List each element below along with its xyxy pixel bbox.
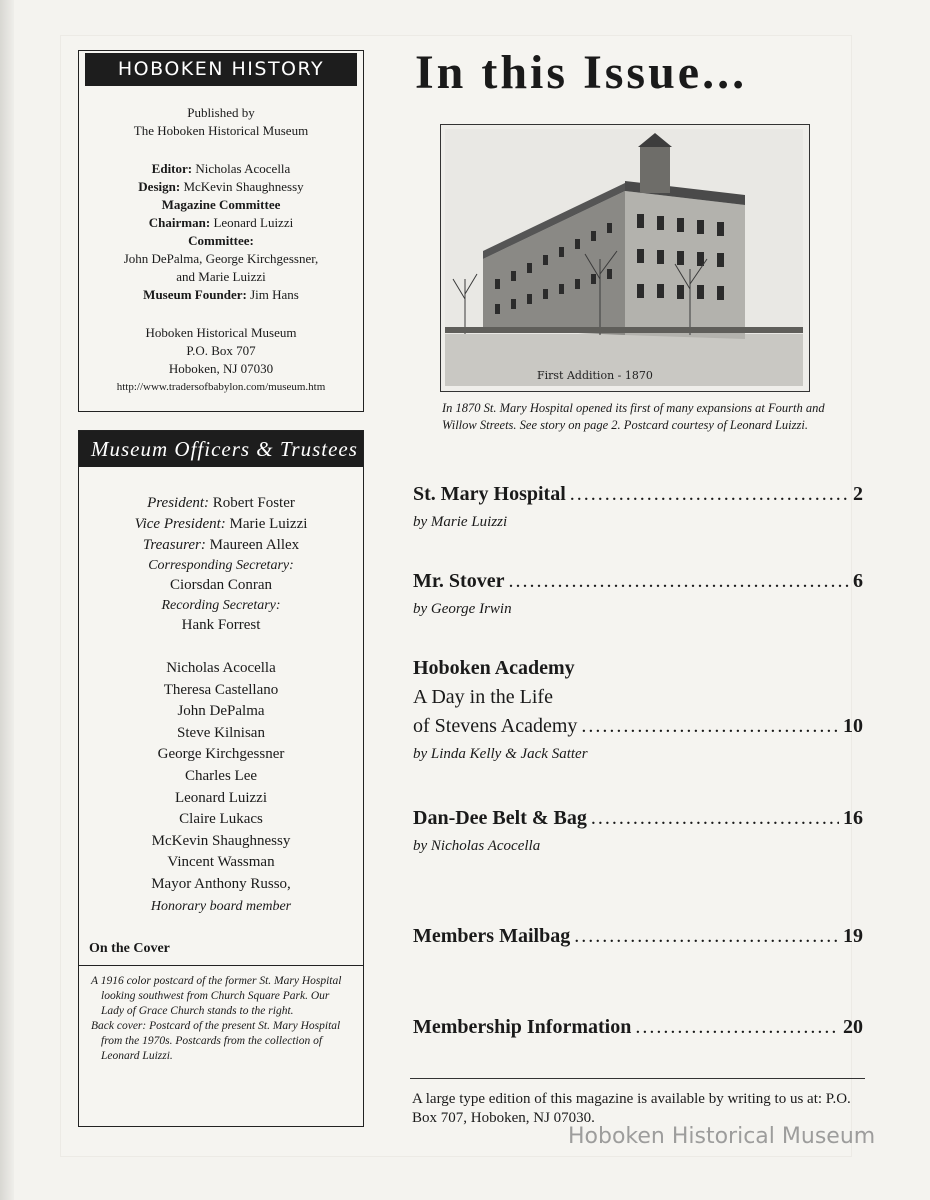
- toc-page: 19: [843, 925, 863, 947]
- trustee-name: Mayor Anthony Russo,: [151, 875, 291, 892]
- toc-title: St. Mary Hospital: [413, 483, 566, 505]
- toc-leader: [591, 807, 839, 830]
- toc-subtitle: A Day in the Life: [413, 686, 553, 708]
- honorary-note: Honorary board member: [150, 898, 292, 914]
- corresponding-secretary-name: Ciorsdan Conran: [169, 577, 273, 593]
- founder-line: Museum Founder: Jim Hans: [143, 287, 299, 302]
- trustee-name: Claire Lukacs: [179, 811, 263, 828]
- museum-watermark: Hoboken Historical Museum: [568, 1124, 876, 1149]
- vice-president-line: Vice President: Marie Luizzi: [134, 516, 308, 532]
- issue-title: In this Issue...: [415, 46, 748, 99]
- footer-divider: [410, 1078, 865, 1079]
- trustee-name: Theresa Castellano: [163, 681, 279, 698]
- trustee-name: Steve Kilnisan: [177, 724, 265, 741]
- toc-title: Dan-Dee Belt & Bag: [413, 807, 587, 829]
- trustee-name: McKevin Shaughnessy: [151, 832, 291, 849]
- cover-heading: On the Cover: [89, 941, 170, 957]
- photo-inscription: First Addition - 1870: [537, 369, 653, 382]
- editor-line: Editor: Nicholas Acocella: [151, 161, 291, 176]
- toc-title: Membership Information: [413, 1016, 632, 1038]
- hospital-photo: [445, 129, 803, 386]
- toc-entry-dan-dee: [413, 807, 863, 855]
- cover-text-1: A 1916 color postcard of the former St. Mary Hospital looking southwest from Church Square Park. Our Lady of Grace Church stands to the right.: [91, 975, 342, 1018]
- trustee-name: John DePalma: [177, 703, 265, 720]
- trustee-name: Vincent Wassman: [167, 854, 275, 871]
- toc-page: 2: [853, 483, 863, 505]
- toc-title: Hoboken Academy: [413, 657, 575, 679]
- website-url: http://www.tradersofbabylon.com/museum.htm: [116, 381, 326, 393]
- toc-leader: [635, 1016, 839, 1039]
- page-spine-shadow: [0, 0, 14, 1200]
- toc-entry-hoboken-academy: [413, 657, 863, 763]
- toc-page: 16: [843, 807, 863, 829]
- hospital-photo-frame: [440, 124, 810, 392]
- trustee-name: Charles Lee: [184, 767, 258, 784]
- committee-heading: Magazine Committee: [161, 197, 281, 212]
- toc-entry-mr-stover: [413, 570, 863, 618]
- corresponding-secretary-label: Corresponding Secretary:: [148, 558, 294, 573]
- masthead-box: [78, 50, 364, 412]
- committee-members-2: and Marie Luizzi: [176, 269, 266, 284]
- toc-title: Mr. Stover: [413, 570, 505, 592]
- chairman-line: Chairman: Leonard Luizzi: [148, 215, 294, 230]
- toc-leader: [581, 715, 839, 738]
- design-line: Design: McKevin Shaughnessy: [138, 179, 304, 194]
- trustee-name: Leonard Luizzi: [174, 789, 268, 806]
- trustee-name: Nicholas Acocella: [166, 660, 276, 676]
- toc-leader: [574, 925, 839, 948]
- officers-heading: Museum Officers & Trustees: [79, 431, 363, 467]
- toc-byline: by Marie Luizzi: [413, 514, 508, 530]
- photo-caption: In 1870 St. Mary Hospital opened its first of many expansions at Fourth and Willow Streets. See story on page 2. Postcard courtesy of Leonard Luizzi.: [442, 401, 825, 432]
- toc-page: 6: [853, 570, 863, 592]
- toc-title: Members Mailbag: [413, 925, 571, 947]
- toc-byline: by Nicholas Acocella: [413, 838, 541, 854]
- treasurer-line: Treasurer: Maureen Allex: [142, 537, 300, 553]
- toc-page: 10: [843, 715, 863, 737]
- toc-subtitle: of Stevens Academy: [413, 715, 578, 737]
- toc-byline: by George Irwin: [413, 601, 512, 617]
- toc-page: 20: [843, 1016, 863, 1038]
- trustee-name: George Kirchgessner: [157, 746, 285, 763]
- toc-byline: by Linda Kelly & Jack Satter: [413, 746, 588, 762]
- cover-description: [79, 966, 363, 1064]
- address-line-2: P.O. Box 707: [186, 343, 256, 358]
- toc-entry-st-mary: [413, 483, 863, 531]
- officers-box: [78, 430, 364, 1127]
- cover-text-2: Back cover: Postcard of the present St. Mary Hospital from the 1970s. Postcards from the collection of Leonard Luizzi.: [91, 1020, 341, 1063]
- recording-secretary-name: Hank Forrest: [181, 617, 261, 633]
- trustee-list: [79, 658, 363, 917]
- officer-list: [79, 493, 363, 636]
- large-type-note: A large type edition of this magazine is available by writing to us at: P.O. Box 707, Hoboken, NJ 07030.: [412, 1091, 851, 1126]
- committee-members-1: John DePalma, George Kirchgessner,: [123, 251, 319, 266]
- magazine-title: HOBOKEN HISTORY: [85, 53, 357, 86]
- published-by-line: Published by: [187, 105, 255, 120]
- toc-leader: [570, 483, 849, 506]
- address-line-3: Hoboken, NJ 07030: [168, 361, 274, 376]
- publisher-name: The Hoboken Historical Museum: [133, 123, 309, 138]
- toc-entry-members-mailbag: [413, 925, 863, 948]
- recording-secretary-label: Recording Secretary:: [161, 598, 281, 613]
- committee-label: Committee:: [188, 233, 254, 248]
- toc-leader: [508, 570, 849, 593]
- president-line: President: Robert Foster: [147, 495, 295, 511]
- address-line-1: Hoboken Historical Museum: [145, 325, 297, 340]
- toc-entry-membership-info: [413, 1016, 863, 1039]
